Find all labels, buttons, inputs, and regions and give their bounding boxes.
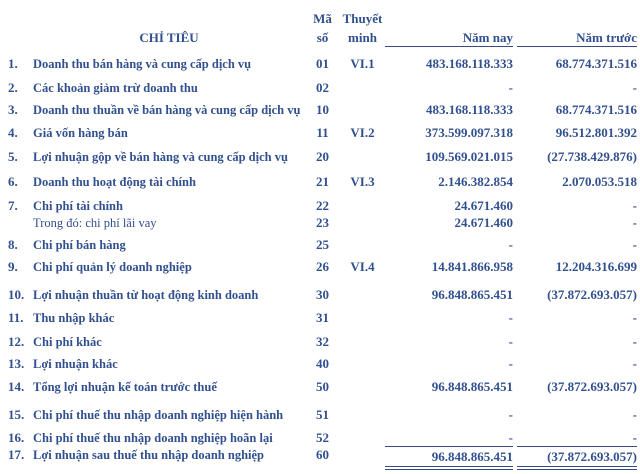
- table-row: [0, 214, 640, 232]
- row-number: 14.: [8, 379, 25, 394]
- row-number: 1.: [8, 56, 18, 71]
- table-row: [0, 446, 640, 471]
- table-row: [0, 355, 640, 373]
- row-label: Tổng lợi nhuận kế toán trước thuế: [33, 380, 217, 394]
- row-label: Chi phí bán hàng: [33, 238, 126, 252]
- row-label: Giá vốn hàng bán: [33, 126, 128, 140]
- row-number: 4.: [8, 125, 18, 140]
- row-number: 15.: [8, 407, 25, 422]
- table-header-line2: [0, 29, 640, 47]
- row-code: 30: [316, 287, 329, 302]
- row-label: Lợi nhuận sau thuế thu nhập doanh nghiệp: [33, 448, 264, 462]
- row-value-prior: -: [632, 407, 637, 422]
- row-label: Chi phí thuế thu nhập doanh nghiệp hoãn lại: [33, 431, 273, 445]
- row-code: 23: [316, 215, 329, 230]
- row-note-ref: VI.1: [350, 56, 375, 71]
- row-number: 12.: [8, 334, 25, 349]
- row-label: Các khoản giảm trừ doanh thu: [33, 81, 198, 95]
- row-value-prior: -: [632, 356, 637, 371]
- column-header-nam-truoc: Năm trước: [517, 29, 637, 47]
- row-number: 8.: [8, 237, 18, 252]
- row-value-prior: -: [632, 80, 637, 95]
- row-number: 2.: [8, 80, 18, 95]
- row-number: 11.: [8, 310, 24, 325]
- row-value-prior: 12.204.316.699: [555, 259, 637, 274]
- row-value-prior: (27.738.429.876): [547, 149, 637, 164]
- row-number: 3.: [8, 102, 18, 117]
- row-value-current: 96.848.865.451: [431, 379, 513, 394]
- table-row: [0, 79, 640, 97]
- row-value-current: 96.848.865.451: [385, 446, 513, 470]
- row-number: 7.: [8, 198, 18, 213]
- row-value-prior: -: [632, 430, 637, 445]
- row-value-prior: -: [632, 198, 637, 213]
- row-value-prior: -: [632, 310, 637, 325]
- row-note-ref: VI.2: [350, 125, 375, 140]
- column-header-ma: Mã: [313, 11, 332, 26]
- row-code: 31: [316, 310, 329, 325]
- row-value-prior: -: [632, 334, 637, 349]
- row-value-current: 14.841.866.958: [431, 259, 513, 274]
- row-value-current: 483.168.118.333: [425, 56, 513, 71]
- row-label: Thu nhập khác: [33, 311, 115, 325]
- row-code: 51: [316, 407, 329, 422]
- row-code: 20: [316, 149, 329, 164]
- row-code: 22: [316, 198, 329, 213]
- row-value-prior: 68.774.371.516: [555, 56, 637, 71]
- table-header-line1: [0, 10, 640, 28]
- row-value-current: 24.671.460: [454, 198, 513, 213]
- row-label: Doanh thu hoạt động tài chính: [33, 175, 196, 189]
- row-value-prior: 96.512.801.392: [555, 125, 637, 140]
- row-code: 60: [316, 447, 329, 462]
- table-row: [0, 55, 640, 73]
- row-code: 32: [316, 334, 329, 349]
- row-label: Chi phí khác: [33, 335, 102, 349]
- row-code: 52: [316, 430, 329, 445]
- table-row: [0, 236, 640, 254]
- row-label: Doanh thu bán hàng và cung cấp dịch vụ: [33, 57, 252, 71]
- row-label: Chi phí quản lý doanh nghiệp: [33, 260, 192, 274]
- row-value-prior: 2.070.053.518: [562, 174, 637, 189]
- table-row: [0, 309, 640, 327]
- row-number: 16.: [8, 430, 25, 445]
- row-value-prior: (37.872.693.057): [517, 446, 637, 470]
- row-value-current: -: [508, 237, 513, 252]
- row-number: 9.: [8, 259, 18, 274]
- row-number: 6.: [8, 174, 18, 189]
- row-value-current: 24.671.460: [454, 215, 513, 230]
- row-label: Lợi nhuận thuần từ hoạt động kinh doanh: [33, 288, 259, 302]
- row-value-current: -: [508, 356, 513, 371]
- table-row: [0, 258, 640, 276]
- column-header-so: số: [316, 30, 329, 45]
- table-row: [0, 378, 640, 396]
- column-header-minh: minh: [348, 30, 377, 45]
- table-row: [0, 333, 640, 351]
- table-row: [0, 406, 640, 424]
- row-code: 10: [316, 102, 329, 117]
- row-code: 11: [316, 125, 329, 140]
- row-value-current: -: [508, 310, 513, 325]
- row-label: Chi phí tài chính: [33, 199, 123, 213]
- row-value-current: -: [508, 80, 513, 95]
- row-value-current: 373.599.097.318: [425, 125, 513, 140]
- row-value-current: 96.848.865.451: [431, 287, 513, 302]
- table-row: [0, 429, 640, 447]
- column-header-chi-tieu: CHỈ TIÊU: [139, 30, 199, 45]
- row-label: Trong đó: chi phí lãi vay: [33, 216, 157, 230]
- row-value-prior: (37.872.693.057): [547, 287, 637, 302]
- row-value-prior: (37.872.693.057): [547, 379, 637, 394]
- row-number: 10.: [8, 287, 25, 302]
- row-code: 26: [316, 259, 329, 274]
- row-value-prior: -: [632, 237, 637, 252]
- row-label: Lợi nhuận gộp về bán hàng và cung cấp dịch vụ: [33, 150, 288, 164]
- table-row: [0, 173, 640, 191]
- row-code: 50: [316, 379, 329, 394]
- row-value-current: -: [508, 430, 513, 445]
- row-code: 02: [316, 80, 329, 95]
- table-row: [0, 197, 640, 215]
- table-row: [0, 124, 640, 142]
- row-code: 21: [316, 174, 329, 189]
- row-number: 17.: [8, 447, 25, 462]
- row-value-current: 109.569.021.015: [425, 149, 513, 164]
- table-row: [0, 101, 640, 119]
- table-row: [0, 286, 640, 304]
- row-value-prior: 68.774.371.516: [555, 102, 637, 117]
- row-code: 01: [316, 56, 329, 71]
- row-label: Doanh thu thuần về bán hàng và cung cấp dịch vụ: [33, 103, 301, 117]
- column-header-nam-nay: Năm nay: [385, 29, 513, 47]
- row-number: 5.: [8, 149, 18, 164]
- row-note-ref: VI.4: [350, 259, 375, 274]
- row-label: Chi phí thuế thu nhập doanh nghiệp hiện hành: [33, 408, 284, 422]
- row-number: 13.: [8, 356, 25, 371]
- row-label: Lợi nhuận khác: [33, 357, 118, 371]
- row-value-prior: -: [632, 215, 637, 230]
- row-value-current: 483.168.118.333: [425, 102, 513, 117]
- row-note-ref: VI.3: [350, 174, 375, 189]
- row-value-current: 2.146.382.854: [438, 174, 513, 189]
- row-code: 25: [316, 237, 329, 252]
- column-header-thuyet: Thuyết: [342, 11, 383, 26]
- row-value-current: -: [508, 334, 513, 349]
- row-value-current: -: [508, 407, 513, 422]
- table-row: [0, 148, 640, 166]
- row-code: 40: [316, 356, 329, 371]
